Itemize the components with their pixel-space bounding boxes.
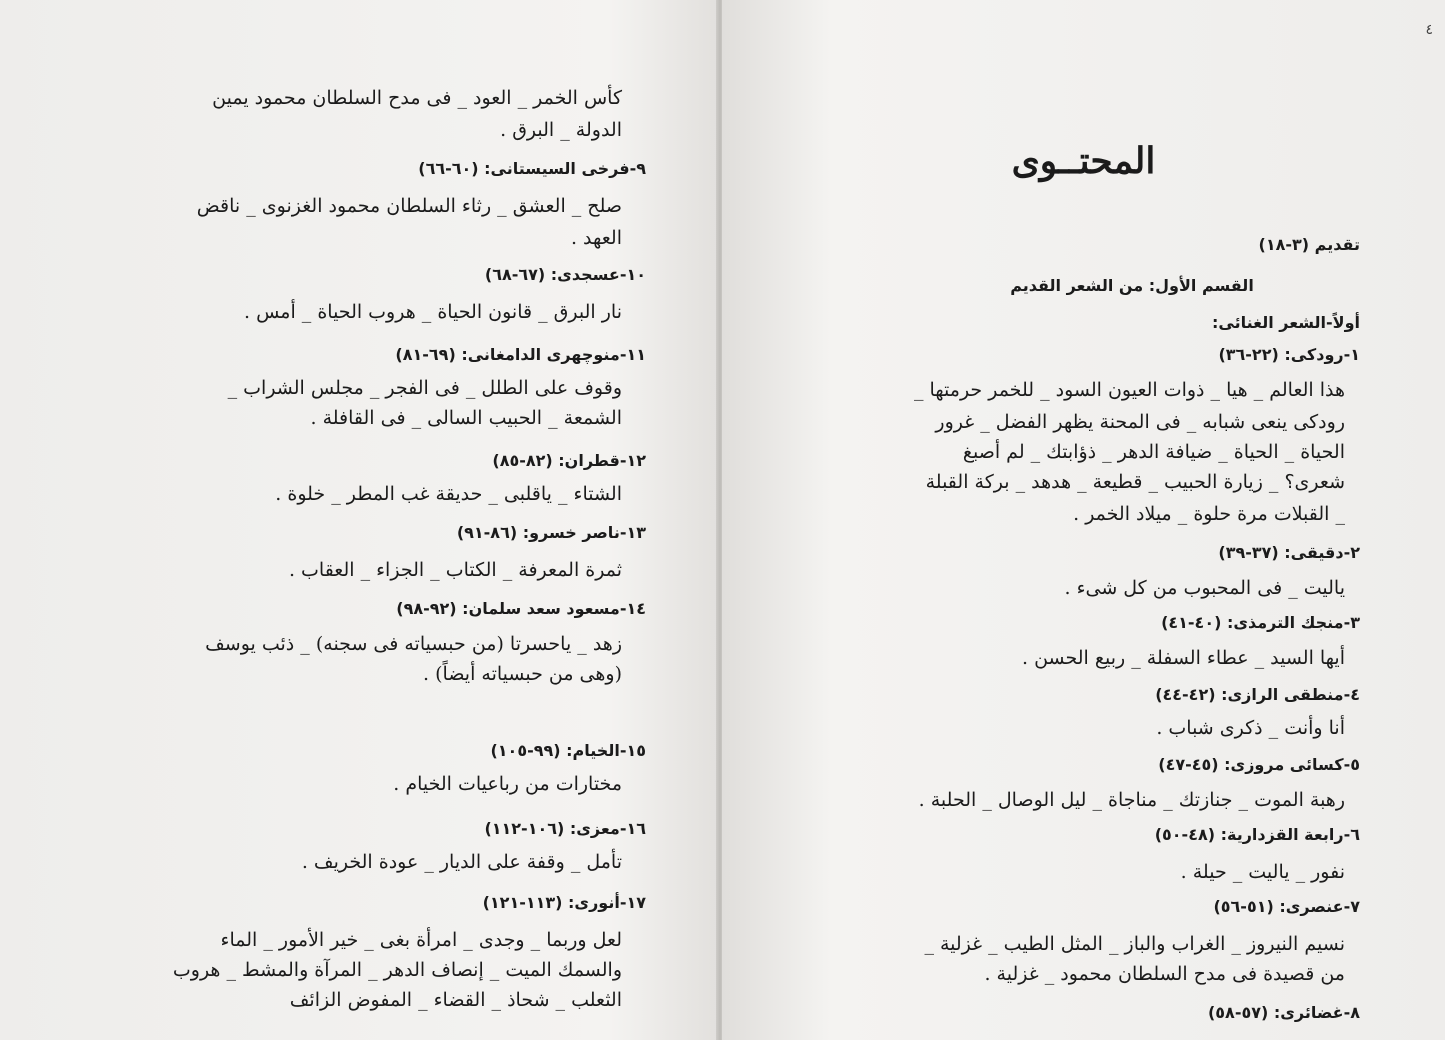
text-line: نار البرق _ قانون الحياة _ هروب الحياة _ أمس . — [243, 301, 622, 323]
text-line: رهبة الموت _ جنازتك _ مناجاة _ ليل الوصال _ الحلبة . — [918, 789, 1345, 811]
entry-heading: ٨-غضائرى: (٥٧-٥٨) — [1207, 1003, 1360, 1022]
text-line: كأس الخمر _ العود _ فى مدح السلطان محمود يمين — [212, 87, 622, 109]
text-line: وقوف على الطلل _ فى الفجر _ مجلس الشراب _ — [227, 377, 622, 399]
text-line: الثعلب _ شحاذ _ القضاء _ المفوض الزائف — [289, 989, 622, 1011]
entry-heading: ١٥-الخيام: (٩٩-١٠٥) — [490, 741, 646, 760]
text-line: الحياة _ الحياة _ ضيافة الدهر _ ذؤابتك _ لم أصبغ — [962, 441, 1345, 463]
text-line: نسيم النيروز _ الغراب والباز _ المثل الطيب _ غزلية _ — [924, 933, 1345, 955]
section-heading: القسم الأول: من الشعر القديم — [1010, 276, 1254, 295]
entry-heading: ٩-فرخى السيستانى: (٦٠-٦٦) — [418, 159, 646, 178]
right-page — [722, 0, 1445, 1040]
text-line: أنا وأنت _ ذكرى شباب . — [1156, 717, 1345, 739]
entry-heading: ١٠-عسجدى: (٦٧-٦٨) — [484, 265, 646, 284]
left-page — [0, 0, 718, 1040]
text-line: (وهى من حبسياته أيضاً) . — [423, 663, 622, 685]
text-line: من قصيدة فى مدح السلطان محمود _ غزلية . — [984, 963, 1345, 985]
entry-heading: ١٦-معزى: (١٠٦-١١٢) — [484, 819, 646, 838]
text-line: الدولة _ البرق . — [500, 119, 622, 141]
text-line: رودكى ينعى شبابه _ فى المحنة يظهر الفضل _ غرور — [935, 411, 1345, 433]
text-line: شعرى؟ _ زيارة الحبيب _ قطيعة _ هدهد _ بركة القبلة — [925, 471, 1345, 493]
entry-heading: ٧-عنصرى: (٥١-٥٦) — [1213, 897, 1360, 916]
page-number: ٤ — [1425, 22, 1433, 38]
text-line: تأمل _ وقفة على الديار _ عودة الخريف . — [301, 851, 622, 873]
text-line: زهد _ ياحسرتا (من حبسياته فى سجنه) _ ذئب يوسف — [205, 633, 622, 655]
page-title: المحتــوى — [1011, 140, 1156, 182]
entry-heading: ١١-منوچهرى الدامغانى: (٦٩-٨١) — [395, 345, 646, 364]
entry-heading: ٣-منجك الترمذى: (٤٠-٤١) — [1161, 613, 1360, 632]
text-line: والسمك الميت _ إنصاف الدهر _ المرآة والمشط _ هروب — [172, 959, 622, 981]
text-line: ثمرة المعرفة _ الكتاب _ الجزاء _ العقاب . — [288, 559, 622, 581]
text-line: نفور _ ياليت _ حيلة . — [1180, 861, 1345, 883]
text-line: _ القبلات مرة حلوة _ ميلاد الخمر . — [1073, 503, 1345, 525]
text-line: أيها السيد _ عطاء السفلة _ ربيع الحسن . — [1022, 647, 1345, 669]
entry-heading: ١٣-ناصر خسرو: (٨٦-٩١) — [456, 523, 646, 542]
text-line: العهد . — [570, 227, 622, 249]
entry-heading: ١٤-مسعود سعد سلمان: (٩٢-٩٨) — [396, 599, 646, 618]
text-line: ياليت _ فى المحبوب من كل شىء . — [1064, 577, 1345, 599]
text-line: مختارات من رباعيات الخيام . — [393, 773, 622, 795]
entry-heading: ١-رودكى: (٢٢-٣٦) — [1218, 345, 1360, 364]
entry-heading: ٦-رابعة القزدارية: (٤٨-٥٠) — [1154, 825, 1360, 844]
text-line: الشمعة _ الحبيب السالى _ فى القافلة . — [310, 407, 622, 429]
intro-heading: تقديم (٣-١٨) — [1258, 235, 1360, 254]
entry-heading: ١٢-قطران: (٨٢-٨٥) — [492, 451, 646, 470]
entry-heading: ٢-دقيقى: (٣٧-٣٩) — [1218, 543, 1360, 562]
text-line: صلح _ العشق _ رثاء السلطان محمود الغزنوى _ ناقض — [196, 195, 622, 217]
subsection-heading: أولاً-الشعر الغنائى: — [1212, 313, 1360, 332]
entry-heading: ١٧-أنورى: (١١٣-١٢١) — [482, 893, 646, 912]
text-line: لعل وربما _ وجدى _ امرأة بغى _ خير الأمور _ الماء — [220, 929, 622, 951]
entry-heading: ٥-كسائى مروزى: (٤٥-٤٧) — [1158, 755, 1360, 774]
entry-heading: ٤-منطقى الرازى: (٤٢-٤٤) — [1155, 685, 1360, 704]
text-line: الشتاء _ ياقلبى _ حديقة غب المطر _ خلوة . — [275, 483, 622, 505]
text-line: هذا العالم _ هيا _ ذوات العيون السود _ للخمر حرمتها _ — [913, 379, 1345, 401]
